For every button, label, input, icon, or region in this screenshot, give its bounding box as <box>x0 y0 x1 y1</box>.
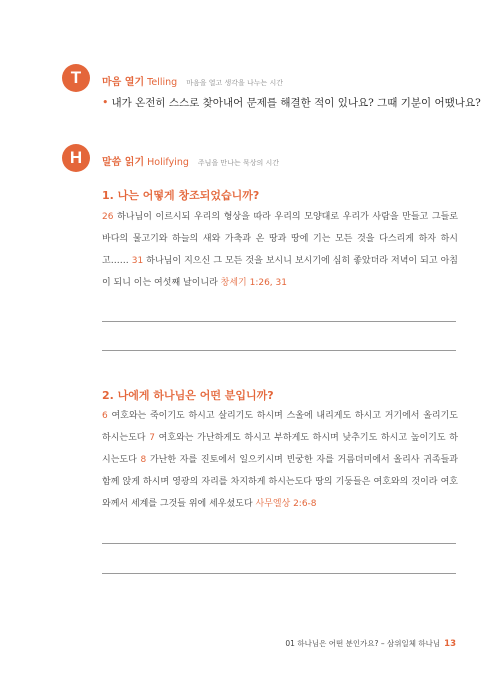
verse-number: 7 <box>149 433 155 443</box>
telling-title-en: Telling <box>147 77 178 88</box>
verse-number: 8 <box>140 455 147 465</box>
telling-header <box>102 73 283 88</box>
holifying-header <box>102 153 279 168</box>
telling-badge: T <box>62 64 90 92</box>
bullet-icon: • <box>102 96 109 109</box>
telling-description: 마음을 열고 생각을 나누는 시간 <box>186 79 284 87</box>
answer-line <box>102 321 456 322</box>
scripture-reference: 창세기 1:26, 31 <box>220 278 287 288</box>
telling-question <box>102 95 481 110</box>
verse-text: 여호와는 가난하게도 하시고 부하게도 하시며 낮추기도 하시고 높이기도 하시는도다 <box>102 433 458 465</box>
answer-line <box>102 350 456 351</box>
holifying-description: 주님을 만나는 묵상의 시간 <box>197 159 279 167</box>
verse-text: 가난한 자를 진토에서 일으키시며 빈궁한 자를 거름더미에서 올리사 귀족들과 함께 앉게 하시며 영광의 자리를 차지하게 하시는도다 땅의 기둥들은 여호와의 것이라 여호와께서 세계를 그것들 위에 세우셨도다 <box>102 455 458 509</box>
verse-text: 여호와는 죽이기도 하시고 살리기도 하시며 스올에 내리게도 하시고 거기에서 올리기도 하시는도다 <box>102 411 458 443</box>
section1-passage <box>102 206 458 294</box>
section2-passage <box>102 405 458 515</box>
scripture-reference: 사무엘상 2:6-8 <box>255 499 317 509</box>
footer-text: 01 하나님은 어떤 분인가요? – 삼위일체 하나님 <box>285 639 441 648</box>
verse-number: 6 <box>102 411 108 421</box>
verse-text: 하나님이 지으신 그 모든 것을 보시니 보시기에 심히 좋았더라 저녁이 되고 아침이 되니 이는 여섯째 날이니라 <box>102 256 458 288</box>
section2-title: 2. 나에게 하나님은 어떤 분입니까? <box>102 389 274 402</box>
question-text: 내가 온전히 스스로 찾아내어 문제를 해결한 적이 있나요? 그때 기분이 어땠나요? <box>111 97 481 109</box>
answer-line <box>102 543 456 544</box>
holifying-title-en: Holifying <box>147 157 189 168</box>
page-number: 13 <box>444 639 456 649</box>
verse-number: 31 <box>131 256 144 266</box>
verse-number: 26 <box>102 212 114 222</box>
section1-title: 1. 나는 어떻게 창조되었습니까? <box>102 189 260 202</box>
page-footer <box>285 638 456 649</box>
verse-text: 하나님이 이르시되 우리의 형상을 따라 우리의 모양대로 우리가 사람을 만들고 그들로 바다의 물고기와 하늘의 새와 가축과 온 땅과 땅에 기는 모든 것을 다스리게 하자 하시고…… <box>102 212 458 266</box>
holifying-badge: H <box>62 144 90 172</box>
answer-line <box>102 573 456 574</box>
holifying-title: 말씀 읽기 <box>102 157 145 168</box>
telling-title: 마음 열기 <box>102 77 145 88</box>
